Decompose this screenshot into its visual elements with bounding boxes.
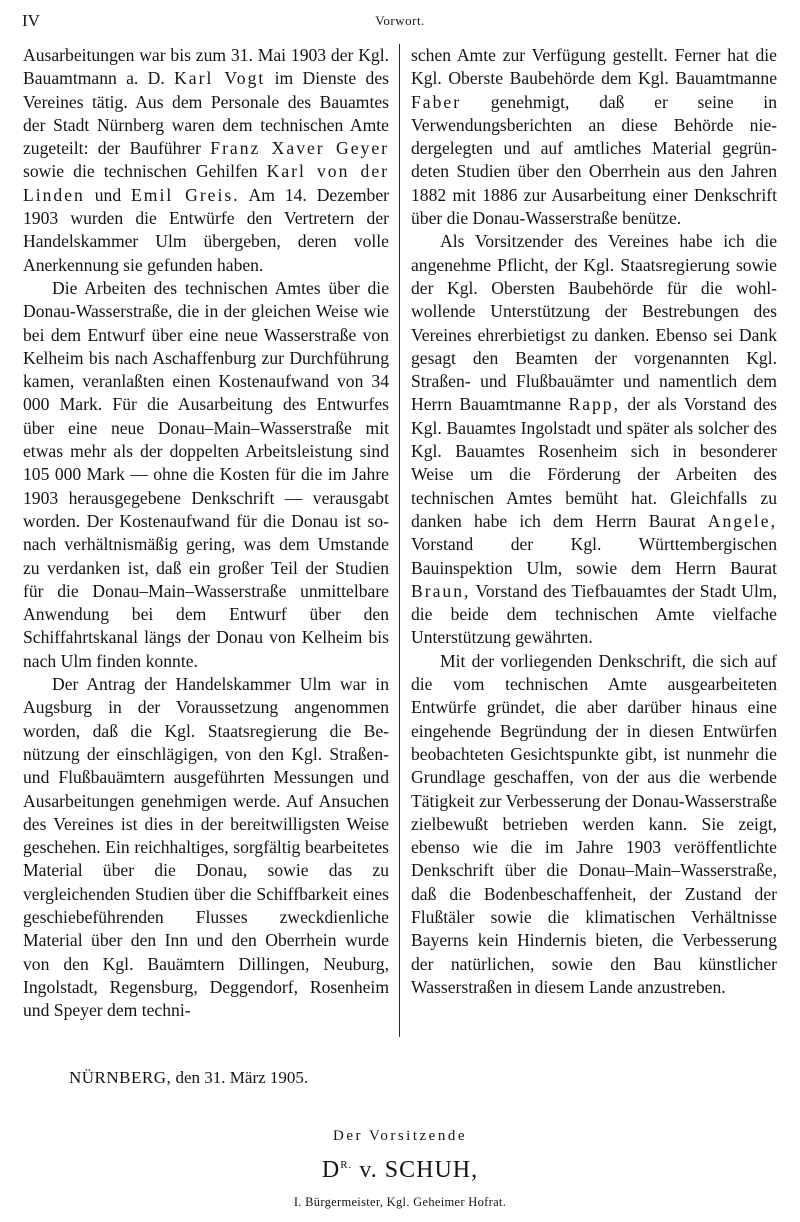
dateline-date: den 31. März 1905. [175,1068,309,1087]
person-name: Karl von der Linden [23,161,389,205]
left-paragraph-1 [23,44,389,277]
dateline [69,1068,308,1088]
right-paragraph-2 [411,230,777,649]
signature-sup: R. [340,1159,353,1171]
left-column [23,44,389,1022]
person-name: Karl Vogt [174,68,266,89]
left-paragraph-2: Die Arbeiten des technischen Amtes über die Donau-Wasserstraße, die in der gleichen Weise wie bei dem Entwurf über eine neue Wasserstraße von Kelheim bis nach Aschaffenburg zur Durchführung kamen, veranlaßten einen Kostenaufwand von 34 000 Mark. Für die Ausarbeitung des Entwurfes über eine neue Donau–Main–Wasserstraße mit etwas mehr als der doppelten Arbeitsleistung sind 105 000 Mark — ohne die Kosten für die im Jahre 1903 herausgegebene Denkschrift — verausgabt worden. Der Kostenaufwand für die Donau ist sonach verhältnismäßig gering, was dem Umstande zu verdanken ist, daß ein großer Teil der Studien für die Donau–Main–Wasserstraße unmittelbare Anwendung bei dem Entwurf über den Schiffahrtskanal längs der Donau von Kelheim bis nach Ulm finden konnte. [23,277,389,671]
text-run: sowie die technischen Gehilfen [23,161,258,182]
left-paragraph-3: Der Antrag der Handelskammer Ulm war in Augsburg in der Voraussetzung angenommen worden, daß die Kgl. Staatsregierung die Benützung der einschlägigen, von den Kgl. Straßen- und Flußbauämtern ausgeführten Messungen und Ausarbeitungen genehmigen werde. Auf Ansuchen des Vereines ist dies in der bereitwilligsten Weise geschehen. Ein reichhaltiges, sorgfältig bearbeitetes Material über die Donau, sowie das zu vergleichenden Studien über die Schiffbarkeit eines geschiebeführenden Flusses zweckdienliche Material über den Inn und den Oberrhein wurde von den Kgl. Bauämtern Dillingen, Neuburg, Ingolstadt, Regensburg, Deggendorf, Rosenheim und Speyer dem techni- [23,674,389,1021]
text-run: der als Vorstand des Kgl. Bauamtes Ingolstadt und später als solcher des Kgl. Bauamtes Rosenheim sich in besonderer Weise um die Förderung der Arbeiten des technischen Amtes bemüht hat. Gleichfalls zu danken habe ich dem Herrn Baurat [411,394,777,531]
person-name: Rapp, [568,394,621,415]
signature-surname: v. SCHUH, [359,1157,479,1183]
text-run: Ausarbeitungen war bis zum 31. Mai 1903 der Kgl. Bauamtmann a. D. [23,45,389,89]
text-run: und [94,184,122,205]
text-run: schen Amte zur Verfügung gestellt. Ferner hat die Kgl. Oberste Baubehörde dem Kgl. Bauamtmanne [411,45,777,89]
text-run: Am 14. Dezember 1903 wurden die Entwürfe den Vertretern der Handelskammer Ulm übergeben, deren volle Anerkennung sie gefunden haben. [23,184,389,275]
text-run: Vorstand der Kgl. Württembergischen Bauinspektion Ulm, sowie dem Herrn Baurat [411,534,777,578]
signature-role: Der Vorsitzende [332,1128,467,1144]
signature-title: I. Bürgermeister, Kgl. Geheimer Hofrat. [293,1195,507,1209]
dateline-city: NÜRNBERG, [69,1068,172,1087]
text-run: Als Vorsitzender des Vereines habe ich die angenehme Pflicht, der Kgl. Staatsregierung sowie der Kgl. Obersten Baubehörde für die wohlwollende Unterstützung der Bestrebungen des Vereines ehrerbietigst zu danken. Ebenso sei Dank gesagt den Beamten der vorgenannten Kgl. Straßen- und Flußbauämter und namentlich dem Herrn Bauamtmanne [411,231,777,415]
running-head: Vorwort. [375,13,425,28]
signature-name [0,1157,800,1184]
signature-prefix: D [321,1157,341,1183]
person-name: Braun, [411,580,471,601]
person-name: Angele, [707,510,777,531]
text-run: genehmigt, daß er seine in Verwendungsberichten an diese Behörde niedergelegten und auf amtliches Material gegründeten Studien über den Oberrhein aus den Jahren 1882 mit 1886 zur Ausarbeitung einer Denkschrift über die Donau-Wasserstraße benütze. [411,91,777,229]
page-number: IV [22,11,40,30]
person-name: Emil Greis. [131,184,240,205]
right-paragraph-1 [411,44,777,230]
text-run: Vorstand des Tiefbauamtes der Stadt Ulm, die beide dem technischen Amte vielfache Unterstützung gewährten. [411,580,777,648]
right-paragraph-3: Mit der vorliegenden Denkschrift, die sich auf die vom technischen Amte ausgearbeiteten Entwürfe gründet, die aber darüber hinaus eine eingehende Begründung der in diesen Entwürfen beobachteten Gesichtspunkte gibt, ist nunmehr die Grundlage geschaffen, von der aus die werbende Tätigkeit zur Verbesserung der Donau-Wasserstraße zielbewußt betrieben werden kann. Sie zeigt, ebenso wie die im Jahre 1903 veröffentlichte Denkschrift über die Donau–Main–Wasserstraße, daß die Bodenbeschaffenheit, der Zustand der Flußtäler sowie die klimatischen Verhältnisse Bayerns kein Hindernis bieten, die Verbesserung der natürlichen, sowie den Bau künstlicher Wasserstraßen in diesem Lande anzustreben. [411,650,777,997]
person-name: Faber [411,91,462,112]
right-column [411,44,777,999]
person-name: Franz Xaver Geyer [210,138,389,159]
column-divider [399,44,400,1037]
text-run: im Dienste des Vereines tätig. Aus dem Personale des Bauamtes der Stadt Nürnberg waren dem technischen Amte zugeteilt: der Bauführer [23,68,390,159]
